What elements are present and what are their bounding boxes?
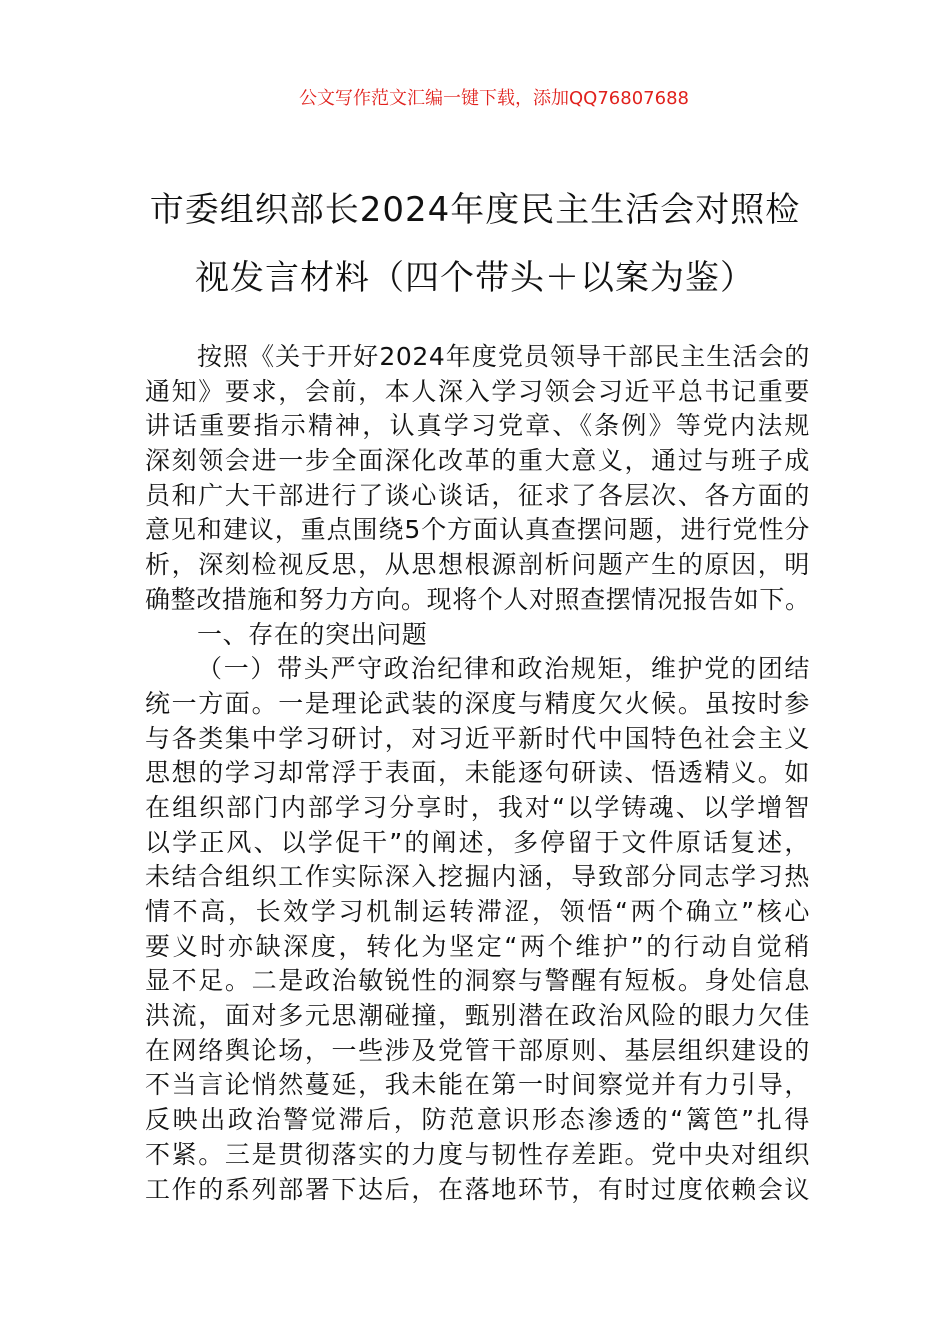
paragraph-line: 情不高，长效学习机制运转滞涩，领悟“两个确立”核心 [145, 897, 810, 926]
paragraph-line: 以学正风、以学促干”的阐述，多停留于文件原话复述， [145, 827, 810, 857]
paragraph-line: 显不足。二是政治敏锐性的洞察与警醒有短板。身处信息 [145, 966, 810, 996]
paragraph-line: （一）带头严守政治纪律和政治规矩，维护党的团结 [197, 654, 810, 684]
document-title-line-1: 市委组织部长2024年度民主生活会对照检 [149, 190, 801, 230]
paragraph-line: 要义时亦缺深度，转化为坚定“两个维护”的行动自觉稍 [145, 931, 810, 961]
section-heading: 一、存在的突出问题 [197, 619, 428, 649]
document-body [145, 340, 810, 1207]
document-title-line-2: 视发言材料（四个带头＋以案为鉴） [195, 258, 755, 298]
paragraph-line: 不紧。三是贯彻落实的力度与韧性存差距。党中央对组织 [145, 1139, 810, 1169]
paragraph-line: 在组织部门内部学习分享时，我对“以学铸魂、以学增智 [145, 792, 810, 822]
paragraph-line: 不当言论悄然蔓延，我未能在第一时间察觉并有力引导， [145, 1070, 810, 1100]
paragraph-line: 与各类集中学习研讨，对习近平新时代中国特色社会主义 [145, 723, 810, 753]
paragraph-line: 在网络舆论场，一些涉及党管干部原则、基层组织建设的 [145, 1035, 810, 1065]
paragraph-line: 讲话重要指示精神，认真学习党章、《条例》等党内法规 [145, 411, 810, 441]
paragraph-line: 员和广大干部进行了谈心谈话，征求了各层次、各方面的 [145, 480, 810, 510]
paragraph-line: 未结合组织工作实际深入挖掘内涵，导致部分同志学习热 [145, 862, 810, 892]
paragraph-line: 反映出政治警觉滞后，防范意识形态渗透的“篱笆”扎得 [145, 1105, 810, 1135]
paragraph-line: 确整改措施和努力方向。现将个人对照查摆情况报告如下。 [145, 584, 811, 614]
paragraph-line: 析，深刻检视反思，从思想根源剖析问题产生的原因，明 [145, 550, 810, 580]
paragraph-line: 按照《关于开好2024年度党员领导干部民主生活会的 [197, 342, 810, 371]
paragraph-line: 工作的系列部署下达后，在落地环节，有时过度依赖会议 [145, 1174, 810, 1204]
promo-header: 公文写作范文汇编一键下载，添加QQ76807688 [299, 88, 689, 109]
paragraph-line: 思想的学习却常浮于表面，未能逐句研读、悟透精义。如 [145, 758, 810, 788]
paragraph-line: 洪流，面对多元思潮碰撞，甄别潜在政治风险的眼力欠佳 [145, 1001, 810, 1031]
paragraph-line: 通知》要求，会前，本人深入学习领会习近平总书记重要 [145, 376, 810, 406]
paragraph-line: 深刻领会进一步全面深化改革的重大意义，通过与班子成 [145, 446, 810, 476]
paragraph-line: 统一方面。一是理论武装的深度与精度欠火候。虽按时参 [145, 688, 810, 718]
paragraph-line: 意见和建议，重点围绕5个方面认真查摆问题，进行党性分 [145, 515, 810, 545]
